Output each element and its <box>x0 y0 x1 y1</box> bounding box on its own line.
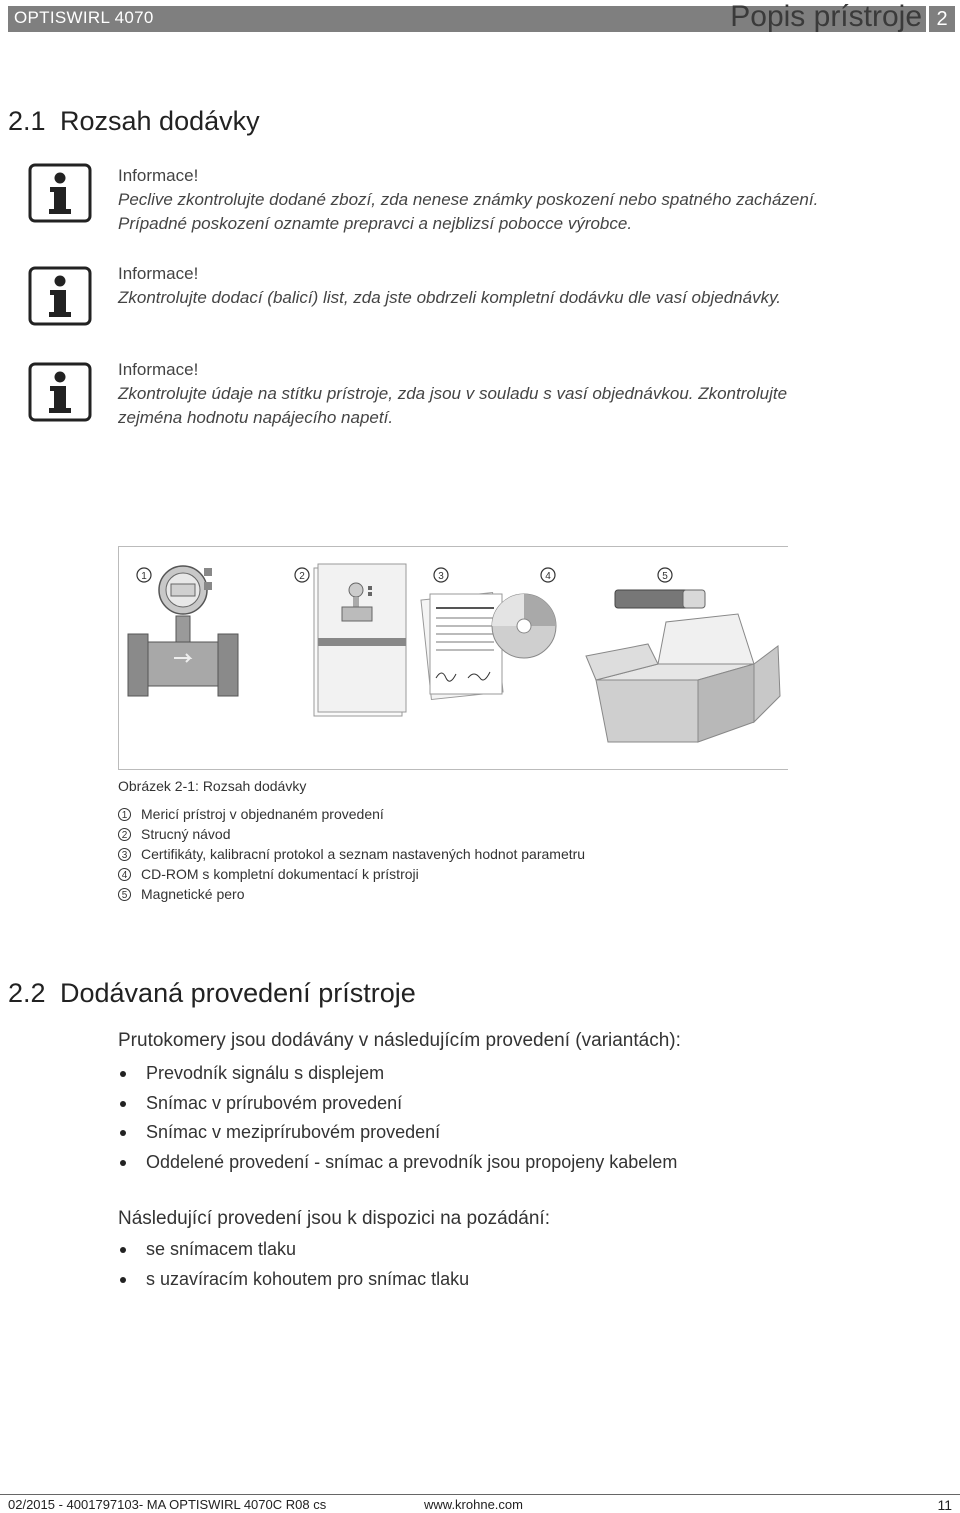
info-title: Informace! <box>118 360 199 379</box>
info-title: Informace! <box>118 166 199 185</box>
bullet <box>120 1160 126 1166</box>
legend-item <box>118 864 585 884</box>
bullet <box>120 1071 126 1077</box>
section-title: Rozsah dodávky <box>60 106 260 136</box>
list-item <box>118 1235 469 1265</box>
svg-text:2: 2 <box>299 571 305 582</box>
legend-number: 3 <box>118 848 131 861</box>
info-line: zejména hodnotu napájecího napetí. <box>118 408 394 427</box>
cd-rom-illustration <box>492 594 556 658</box>
list-item <box>118 1059 677 1089</box>
magnetic-pen-illustration <box>615 590 705 608</box>
list-item-text: Snímac v meziprírubovém provedení <box>146 1122 441 1142</box>
svg-text:5: 5 <box>662 571 668 582</box>
list-item <box>118 1089 677 1119</box>
legend-text: CD-ROM s kompletní dokumentací k prístroji <box>141 866 419 882</box>
info-block-1 <box>118 164 818 236</box>
svg-text:1: 1 <box>141 571 147 582</box>
bullet <box>120 1130 126 1136</box>
info-title: Informace! <box>118 264 199 283</box>
callout-4 <box>541 568 555 582</box>
callout-5 <box>658 568 672 582</box>
info-line: Peclive zkontrolujte dodané zbozí, zda nenese známky poskození nebo spatného zacházení. <box>118 190 819 209</box>
svg-text:4: 4 <box>545 571 551 582</box>
info-icon <box>28 362 92 422</box>
footer-website-link[interactable]: www.krohne.com <box>424 1497 523 1512</box>
section-number: 2.1 <box>8 106 46 136</box>
list-item-text: Oddelené provedení - snímac a prevodník jsou propojeny kabelem <box>146 1151 678 1172</box>
legend-item <box>118 884 585 904</box>
list-item-text: Prevodník signálu s displejem <box>146 1063 385 1083</box>
info-line: Prípadné poskození oznamte prepravci a nejblizsí pobocce výrobce. <box>118 214 633 233</box>
certificates-illustration <box>421 593 503 700</box>
header-section-title: Popis prístroje <box>730 0 922 33</box>
legend-text: Certifikáty, kalibracní protokol a seznam nastavených hodnot parametru <box>141 846 586 862</box>
section-heading-2-1 <box>8 106 260 137</box>
bullet <box>120 1277 126 1283</box>
bullet <box>120 1247 126 1253</box>
callout-1 <box>137 568 151 582</box>
list-item <box>118 1118 677 1148</box>
figure-legend <box>118 804 585 904</box>
legend-number: 5 <box>118 888 131 901</box>
footer-rule <box>0 1494 960 1495</box>
list-item-text: Snímac v prírubovém provedení <box>146 1092 403 1113</box>
info-block-2 <box>118 262 781 310</box>
legend-number: 1 <box>118 808 131 821</box>
flowmeter-illustration <box>128 566 238 696</box>
info-line: Zkontrolujte údaje na stítku prístroje, zda jsou v souladu s vasí objednávkou. Zkontrolujte <box>118 384 788 403</box>
info-line: Zkontrolujte dodací (balicí) list, zda jste obdrzeli kompletní dodávku dle vasí objednávky. <box>118 288 782 307</box>
legend-number: 4 <box>118 868 131 881</box>
section-heading-2-2 <box>8 978 416 1009</box>
options-intro: Následující provedení jsou k dispozici na pozádání: <box>118 1208 550 1229</box>
list-item <box>118 1265 469 1295</box>
footer-page-number: 11 <box>937 1497 952 1513</box>
callout-3 <box>434 568 448 582</box>
info-block-3 <box>118 358 787 430</box>
info-icon <box>28 266 92 326</box>
header-product-name: OPTISWIRL 4070 <box>14 8 154 27</box>
header-chapter-number: 2 <box>929 6 955 32</box>
variants-intro: Prutokomery jsou dodávány v následujícím provedení (variantách): <box>118 1030 681 1051</box>
section-title: Dodávaná provedení prístroje <box>60 978 416 1008</box>
footer-doc-ref: 02/2015 - 4001797103- MA OPTISWIRL 4070C R08 cs <box>8 1497 327 1512</box>
legend-number: 2 <box>118 828 131 841</box>
packaging-box-illustration <box>586 614 780 742</box>
delivery-scope-figure <box>118 546 788 770</box>
legend-item <box>118 804 585 824</box>
list-item-text: s uzavíracím kohoutem pro snímac tlaku <box>146 1268 470 1289</box>
legend-text: Mericí prístroj v objednaném provedení <box>141 806 384 822</box>
variants-list <box>118 1059 677 1177</box>
list-item <box>118 1148 677 1178</box>
legend-item <box>118 844 585 864</box>
svg-text:3: 3 <box>438 571 444 582</box>
legend-item <box>118 824 585 844</box>
list-item-text: se snímacem tlaku <box>146 1239 297 1259</box>
section-number: 2.2 <box>8 978 46 1008</box>
bullet <box>120 1101 126 1107</box>
legend-text: Magnetické pero <box>141 886 245 902</box>
figure-caption: Obrázek 2-1: Rozsah dodávky <box>118 778 307 794</box>
callout-2 <box>295 568 309 582</box>
info-icon <box>28 163 92 223</box>
short-manual-illustration <box>314 564 406 716</box>
legend-text: Strucný návod <box>141 826 231 842</box>
options-list <box>118 1235 469 1294</box>
